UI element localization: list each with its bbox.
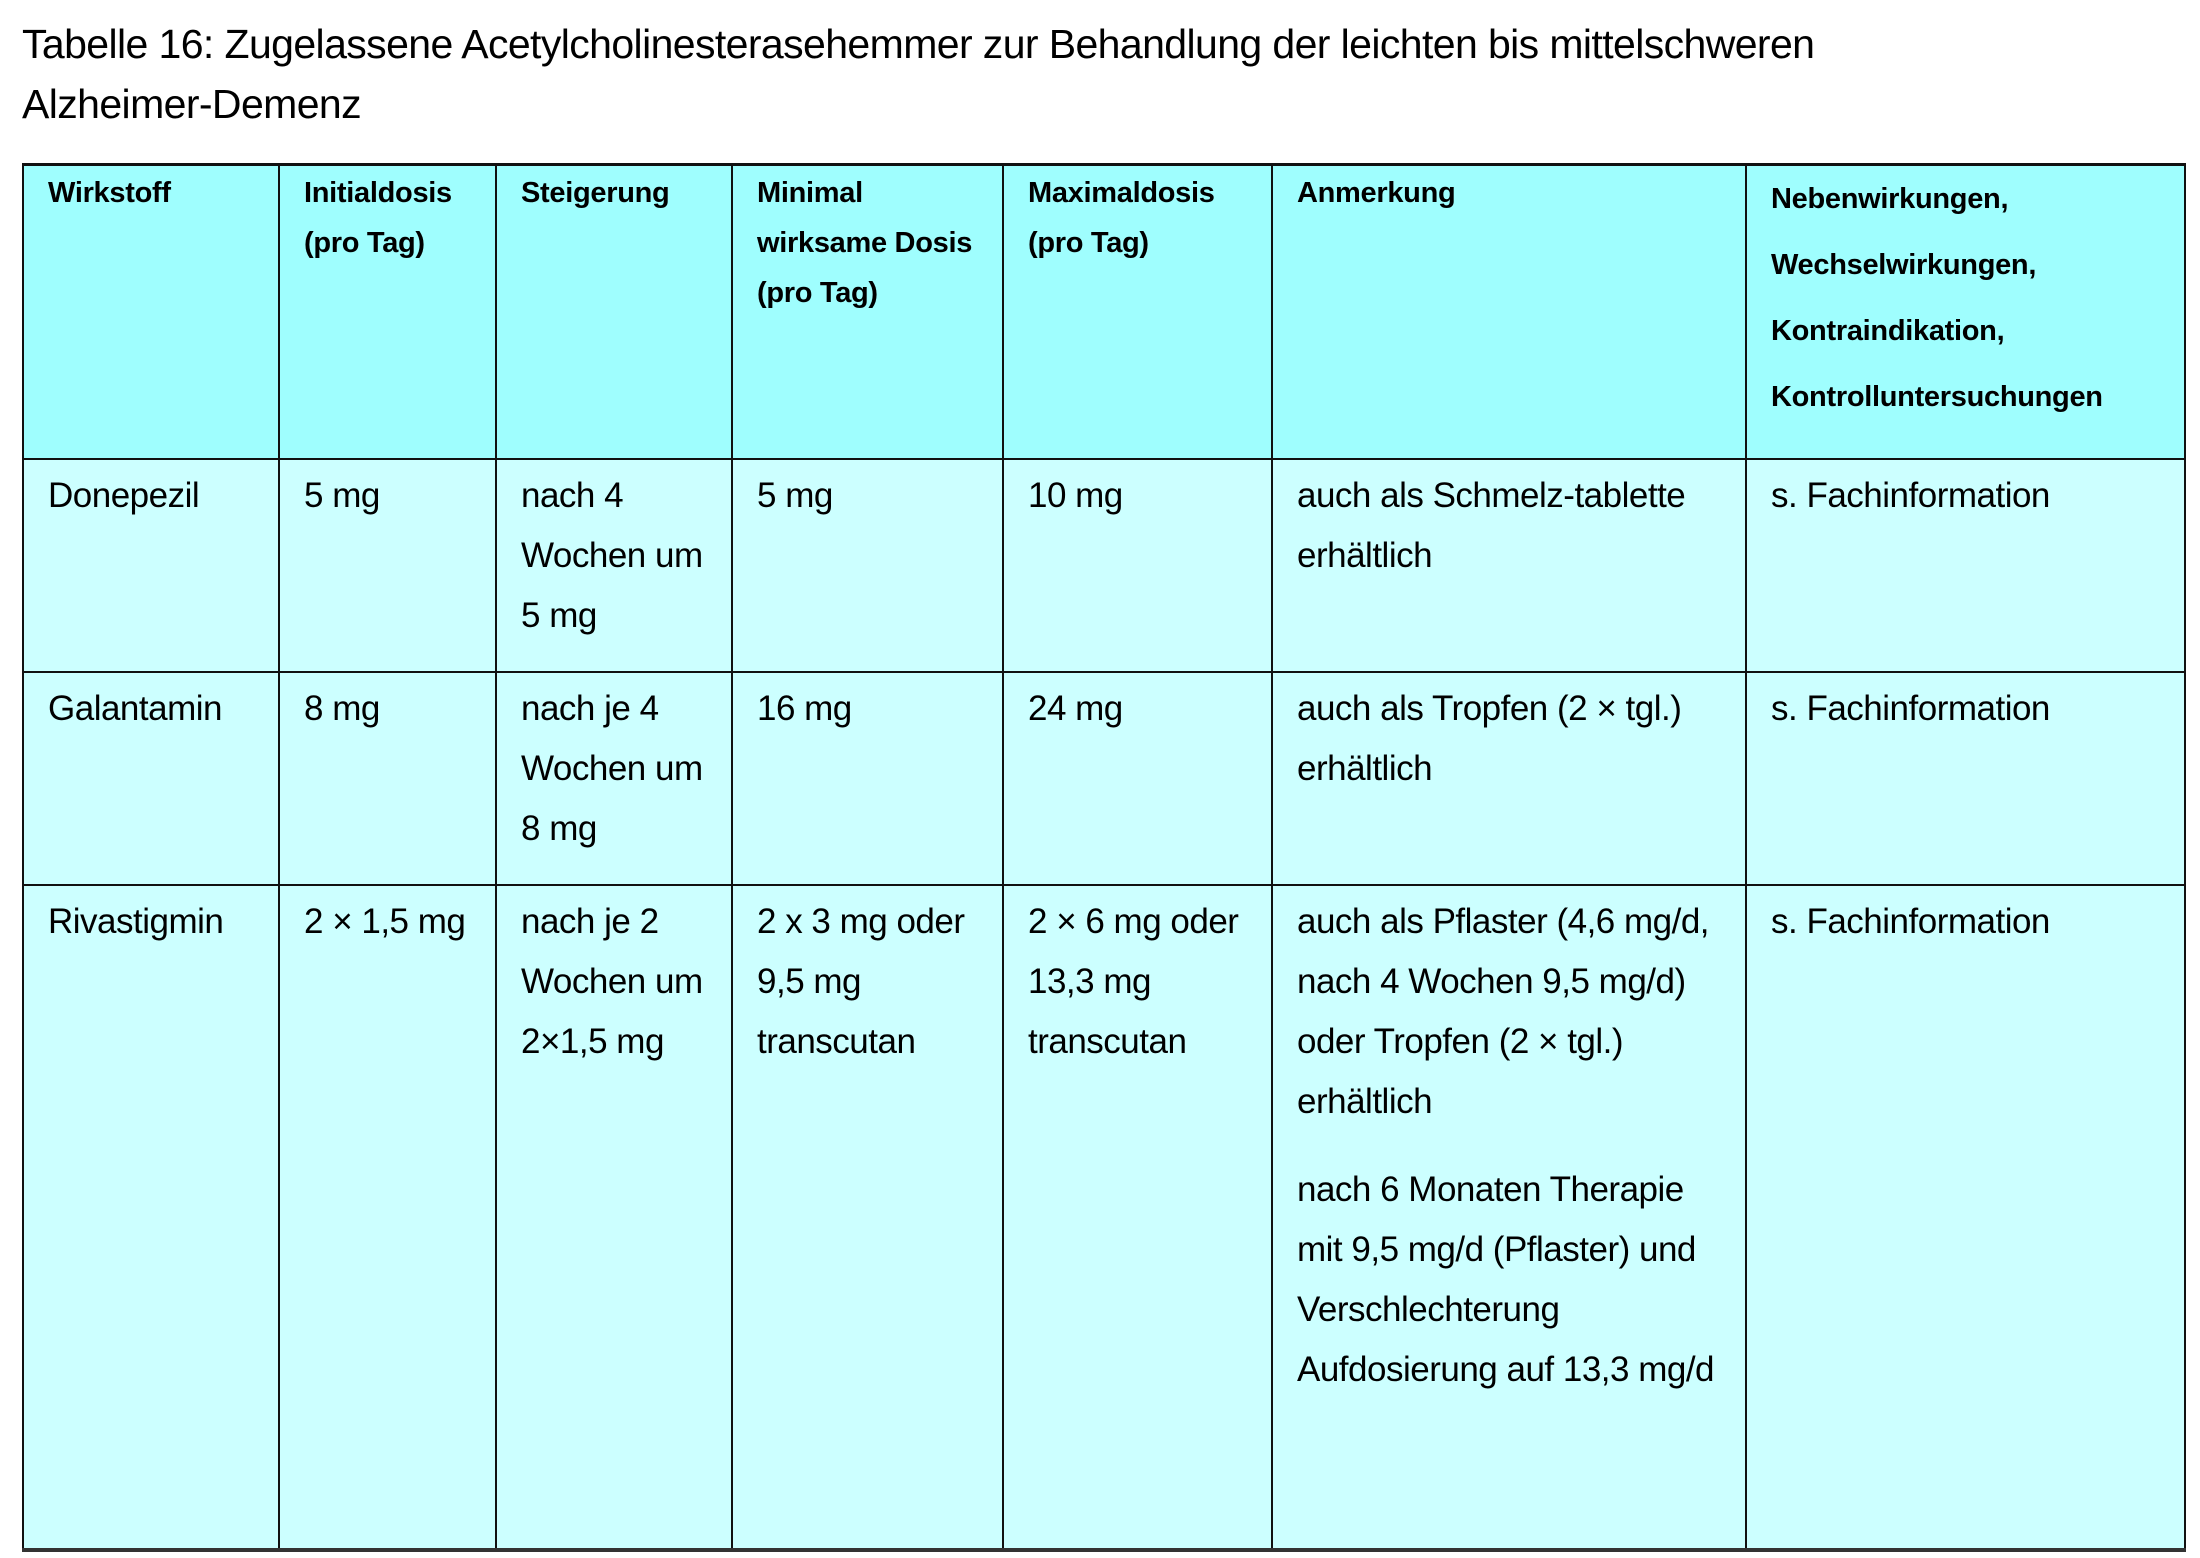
- cell-minimal: 5 mg: [732, 459, 1003, 672]
- cell-minimal: 16 mg: [732, 672, 1003, 885]
- cell-wirkstoff: Donepezil: [23, 459, 279, 672]
- cell-initialdosis: 5 mg: [279, 459, 496, 672]
- anmerkung-paragraph: auch als Schmelz-tablette erhältlich: [1297, 476, 1686, 575]
- anmerkung-paragraph: nach 6 Monaten Therapie mit 9,5 mg/d (Pflaster) und Verschlechterung Aufdosierung auf 13,3 mg/d: [1297, 1170, 1715, 1389]
- header-maximaldosis: Maximaldosis (pro Tag): [1003, 165, 1272, 460]
- table-row-rivastigmin: [23, 885, 2185, 1550]
- header-row: [23, 165, 2185, 460]
- table-caption: [22, 14, 2192, 134]
- cell-initialdosis: 2 × 1,5 mg: [279, 885, 496, 1550]
- cell-maximal: 10 mg: [1003, 459, 1272, 672]
- cell-wirkstoff: Galantamin: [23, 672, 279, 885]
- cell-maximal: 2 × 6 mg oder 13,3 mg transcutan: [1003, 885, 1272, 1550]
- acetylcholinesterase-inhibitors-table: [22, 163, 2186, 1552]
- header-wirkstoff: Wirkstoff: [23, 165, 279, 460]
- header-steigerung: Steigerung: [496, 165, 732, 460]
- header-anmerkung: Anmerkung: [1272, 165, 1746, 460]
- cell-maximal: 24 mg: [1003, 672, 1272, 885]
- cell-nebenwirkungen: s. Fachinformation: [1746, 672, 2185, 885]
- cell-anmerkung: [1272, 459, 1746, 672]
- header-minimal-wirksame-dosis: Minimal wirksame Dosis (pro Tag): [732, 165, 1003, 460]
- cell-initialdosis: 8 mg: [279, 672, 496, 885]
- table-row-donepezil: [23, 459, 2185, 672]
- cell-steigerung: nach je 2 Wochen um 2×1,5 mg: [496, 885, 732, 1550]
- anmerkung-paragraph: auch als Pflaster (4,6 mg/d, nach 4 Wochen 9,5 mg/d) oder Tropfen (2 × tgl.) erhältlich: [1297, 902, 1710, 1121]
- cell-anmerkung: [1272, 672, 1746, 885]
- cell-nebenwirkungen: s. Fachinformation: [1746, 459, 2185, 672]
- table-row-galantamin: [23, 672, 2185, 885]
- caption-line-1: Tabelle 16: Zugelassene Acetylcholinesterasehemmer zur Behandlung der leichten bis mittelschweren: [22, 21, 1815, 67]
- cell-wirkstoff: Rivastigmin: [23, 885, 279, 1550]
- header-initialdosis: Initialdosis (pro Tag): [279, 165, 496, 460]
- cell-nebenwirkungen: s. Fachinformation: [1746, 885, 2185, 1550]
- cell-anmerkung: [1272, 885, 1746, 1550]
- cell-steigerung: nach 4 Wochen um 5 mg: [496, 459, 732, 672]
- cell-steigerung: nach je 4 Wochen um 8 mg: [496, 672, 732, 885]
- header-nebenwirkungen: Nebenwirkungen, Wechselwirkungen, Kontraindikation, Kontrolluntersuchungen: [1746, 165, 2185, 460]
- caption-line-2: Alzheimer-Demenz: [22, 81, 362, 127]
- cell-minimal: 2 x 3 mg oder 9,5 mg transcutan: [732, 885, 1003, 1550]
- anmerkung-paragraph: auch als Tropfen (2 × tgl.) erhältlich: [1297, 689, 1682, 788]
